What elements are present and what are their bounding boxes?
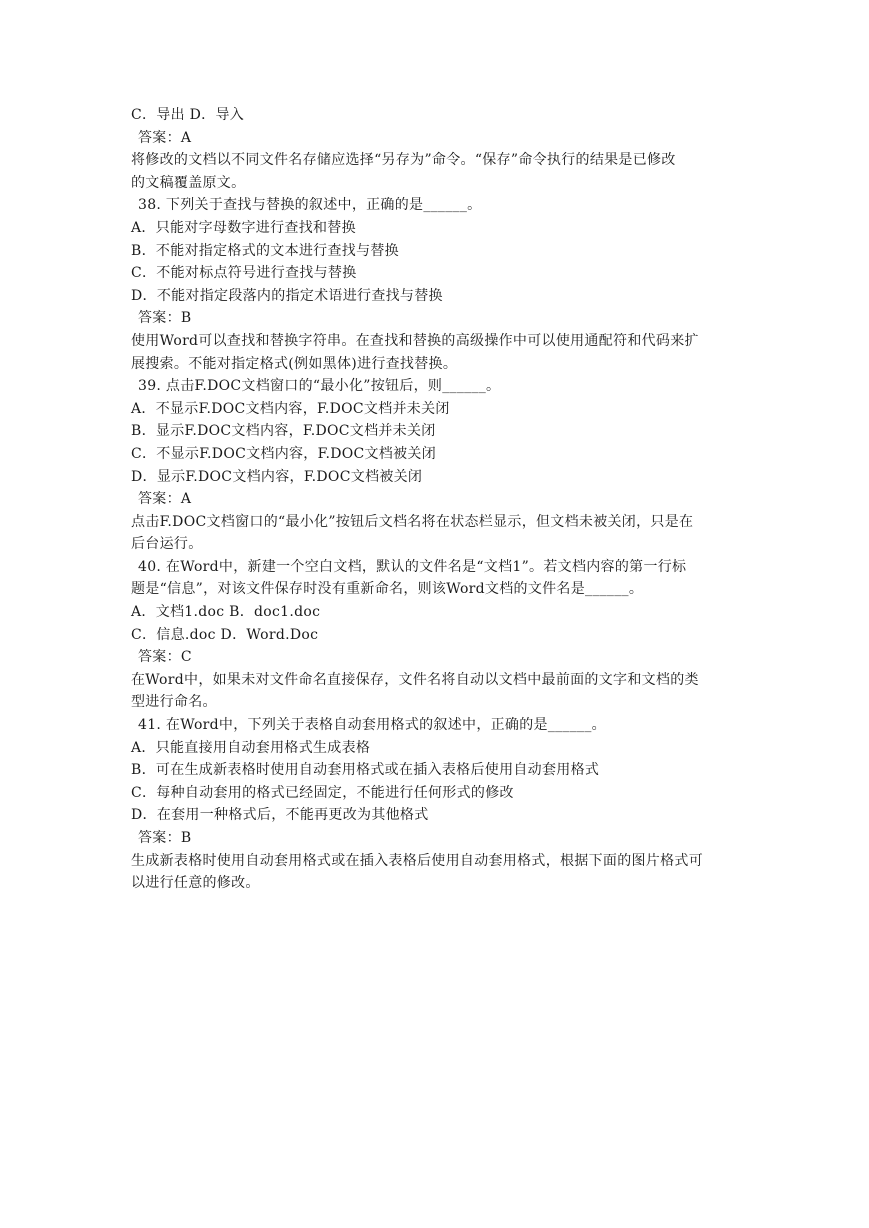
text-line: 题是“信息”，对该文件保存时没有重新命名，则该Word文档的文件名是______。 bbox=[131, 581, 644, 598]
text-line: C．不能对标点符号进行查找与替换 bbox=[131, 265, 357, 282]
text-line: 将修改的文档以不同文件名存储应选择“另存为”命令。“保存”命令执行的结果是已修改 bbox=[131, 152, 676, 169]
text-line: 生成新表格时使用自动套用格式或在插入表格后使用自动套用格式，根据下面的图片格式可 bbox=[131, 852, 703, 869]
text-line: C．每种自动套用的格式已经固定，不能进行任何形式的修改 bbox=[131, 784, 514, 801]
text-line: 的文稿覆盖原文。 bbox=[131, 174, 246, 191]
text-line: B．可在生成新表格时使用自动套用格式或在插入表格后使用自动套用格式 bbox=[131, 762, 600, 779]
text-line: C．不显示F.DOC文档内容，F.DOC文档被关闭 bbox=[131, 445, 437, 462]
text-line: A．文档1.doc B．doc1.doc bbox=[131, 604, 321, 621]
text-line: B．显示F.DOC文档内容，F.DOC文档并未关闭 bbox=[131, 423, 436, 440]
text-line: 40. 在Word中，新建一个空白文档，默认的文件名是“文档1”。若文档内容的第一行标 bbox=[138, 558, 687, 575]
document-body bbox=[131, 104, 741, 895]
text-line: 39. 点击F.DOC文档窗口的“最小化”按钮后，则______。 bbox=[138, 378, 501, 395]
text-line: 以进行任意的修改。 bbox=[131, 875, 260, 892]
text-line: 38. 下列关于查找与替换的叙述中，正确的是______。 bbox=[138, 197, 482, 214]
text-line: 展搜索。不能对指定格式(例如黑体)进行查找替换。 bbox=[131, 355, 458, 372]
text-line: C．导出 D．导入 bbox=[131, 107, 245, 123]
text-line: 使用Word可以查找和替换字符串。在查找和替换的高级操作中可以使用通配符和代码来扩 bbox=[131, 332, 699, 349]
text-line: 答案：C bbox=[138, 649, 192, 666]
text-line: 答案：A bbox=[138, 129, 192, 146]
text-line: D．在套用一种格式后，不能再更改为其他格式 bbox=[131, 807, 429, 824]
text-line: D．不能对指定段落内的指定术语进行查找与替换 bbox=[131, 287, 443, 304]
text-line: 答案：B bbox=[138, 830, 192, 846]
text-line: D．显示F.DOC文档内容，F.DOC文档被关闭 bbox=[131, 468, 423, 485]
text-line: 后台运行。 bbox=[131, 536, 203, 553]
text-line: 在Word中，如果未对文件命名直接保存，文件名将自动以文档中最前面的文字和文档的类 bbox=[131, 671, 699, 688]
text-line: 答案：A bbox=[138, 491, 192, 508]
text-line: A．只能直接用自动套用格式生成表格 bbox=[131, 739, 371, 756]
text-line: 型进行命名。 bbox=[131, 694, 217, 711]
text-line: C．信息.doc D．Word.Doc bbox=[131, 626, 319, 643]
text-line: A．不显示F.DOC文档内容，F.DOC文档并未关闭 bbox=[131, 400, 450, 417]
text-line: 41. 在Word中，下列关于表格自动套用格式的叙述中，正确的是______。 bbox=[138, 717, 606, 734]
text-line: B．不能对指定格式的文本进行查找与替换 bbox=[131, 242, 399, 259]
text-line: A．只能对字母数字进行查找和替换 bbox=[131, 219, 356, 236]
text-line: 答案：B bbox=[138, 310, 192, 327]
text-line: 点击F.DOC文档窗口的“最小化”按钮后文档名将在状态栏显示，但文档未被关闭，只是在 bbox=[131, 513, 694, 530]
